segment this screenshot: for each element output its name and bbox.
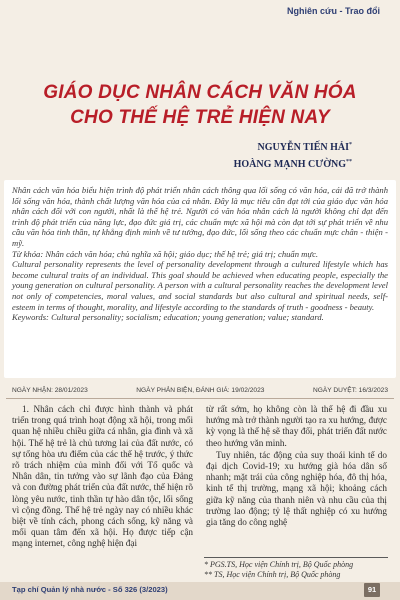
body-paragraph: Tuy nhiên, tác động của suy thoái kinh tế do đại dịch Covid-19; xu hướng già hóa dân số nhanh; mặt trái của công nghiệp hóa, đô thị hóa, kinh tế thị trường, mạng xã hội; khoảng cách giữa kỹ năng của thanh niên và nhu cầu của thị trường lao động; tỷ lệ thất nghiệp có xu hướng gia tăng do công nghệ [206, 449, 387, 528]
footnote-1: * PGS.TS, Học viện Chính trị, Bộ Quốc phòng [204, 560, 354, 569]
footnote-2: ** TS, Học viện Chính trị, Bộ Quốc phòng [204, 570, 341, 579]
article-title [0, 80, 400, 130]
footnotes [204, 557, 388, 580]
body-column-right [206, 404, 387, 554]
keywords-vietnamese: Từ khóa: Nhân cách văn hóa; chủ nghĩa xã hội; giáo dục; thế hệ trẻ; giá trị; chuẩn mực. [12, 248, 319, 259]
abstract-english: Cultural personality represents the level of personality development through a cultured lifestyle which has become cultural traits of an individual. This goal should be achieved when educating people, especially the young generation on cultural personality. A person with a cultural personality reaches the development level not only of competencies, moral values, and social standards but also cultural and spiritual needs, self-esteem in terms of thought, morality, and lifestyle according to the standards of truth - goodness - beauty. [12, 259, 388, 312]
divider [6, 398, 394, 399]
date-received: NGÀY NHẬN: 28/01/2023 [12, 386, 88, 394]
date-approved: NGÀY DUYỆT: 16/3/2023 [312, 386, 388, 394]
page-number: 91 [364, 583, 380, 597]
author-2 [234, 155, 352, 172]
author-1 [234, 138, 352, 155]
journal-name: Tạp chí Quản lý nhà nước - Số 326 (3/2023) [12, 585, 168, 594]
author-mark: * [349, 142, 352, 148]
abstract-box [4, 180, 396, 378]
author-name: HOÀNG MẠNH CƯỜNG [233, 159, 346, 170]
body-column-left: 1. Nhân cách chỉ được hình thành và phát triển trong quá trình hoạt động xã hội, trong mối quan hệ nhiều chiều giữa cá nhân, gia đình và xã hội. Thế hệ trẻ là chủ tương lai của đất nước, có sự tổng hòa ưu điểm của các thế hệ trước, ý thức rõ trách nhiệm của mình đối với Tổ quốc và Nhân dân, tin tưởng vào sự lãnh đạo của Đảng và con đường phát triển của đất nước, thế hiện rõ lòng yêu nước, tinh thần tự hào dân tộc, lối sống vì cộng đồng. Thế hệ trẻ ngày nay có nhiều khác biệt về tính cách, phong cách sống, kỹ năng và mối quan tâm đến xã hội. Họ được tiếp cận mạng internet, công nghệ hiện đại [12, 404, 193, 549]
title-line-1: GIÁO DỤC NHÂN CÁCH VĂN HÓA [43, 82, 357, 103]
date-reviewed: NGÀY PHẢN BIỆN, ĐÁNH GIÁ: 19/02/2023 [136, 386, 265, 394]
author-name: NGUYỄN TIẾN HẢI [257, 142, 349, 153]
body-paragraph: từ rất sớm, họ không còn là thế hệ đi đầu xu hướng mà trở thành người tạo ra xu hướng, được kỳ vọng là thế hệ sẽ thay đổi, phát triển đất nước theo hướng văn minh. [206, 404, 387, 448]
date-bar [4, 383, 396, 397]
section-label: Nghiên cứu - Trao đổi [286, 6, 380, 16]
title-line-2: CHO THẾ HỆ TRẺ HIỆN NAY [70, 107, 330, 128]
keywords-english: Keywords: Cultural personality; socialism; education; young generation; value; standard. [12, 312, 324, 323]
author-list [234, 138, 352, 172]
page-footer [0, 582, 400, 600]
author-mark: ** [346, 159, 352, 165]
abstract-vietnamese: Nhân cách văn hóa biểu hiện trình độ phát triển nhân cách thông qua lối sống có văn hóa, cái đã trở thành lối sống văn hóa, thành chất lượng văn hóa của cá nhân. Đây là mục tiêu cần đạt tới của giáo dục văn hóa nhân cách đối với con người, nhất là thế hệ trẻ. Người có văn hóa nhân cách là người không chỉ đạt đến trình độ phát triển của năng lực, đạo đức giá trị, các chuẩn mực xã hội mà còn đạt tới sự phát triển về nhu cầu văn hóa tinh thần, tự khẳng định mình về tư tưởng, đạo đức, lối sống theo các chuẩn mực chân - thiện - mỹ. [12, 185, 388, 248]
